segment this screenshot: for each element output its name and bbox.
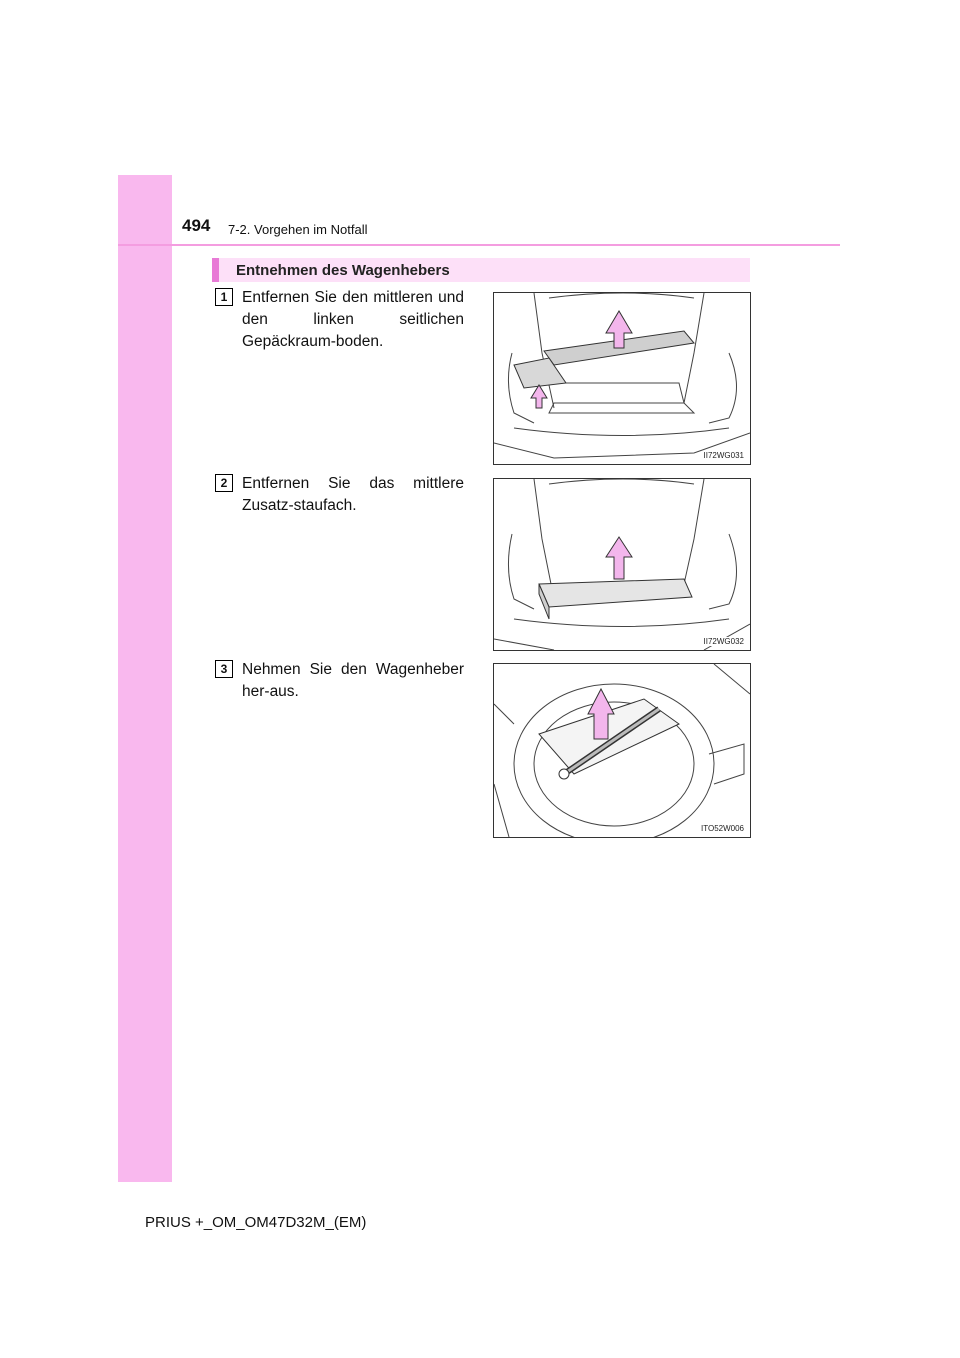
figure-3-code: ITO52W006 <box>701 824 744 833</box>
trunk-floor-illustration <box>494 293 750 464</box>
heading-bar <box>212 258 750 282</box>
step-3-badge: 3 <box>215 660 233 678</box>
step-2-badge: 2 <box>215 474 233 492</box>
step-2-text: Entfernen Sie das mittlere Zusatz-staufach. <box>242 475 464 514</box>
step-1-text: Entfernen Sie den mittleren und den linken seitlichen Gepäckraum-boden. <box>242 289 464 350</box>
header-rule <box>118 244 840 246</box>
figure-3 <box>493 663 751 838</box>
figure-2 <box>493 478 751 651</box>
side-band <box>118 175 172 1182</box>
heading-accent <box>212 258 219 282</box>
jack-illustration <box>494 664 750 837</box>
heading-title: Entnehmen des Wagenhebers <box>236 262 450 279</box>
step-1-badge: 1 <box>215 288 233 306</box>
step-3-text: Nehmen Sie den Wagenheber her-aus. <box>242 661 464 700</box>
figure-2-code: II72WG032 <box>703 637 744 646</box>
figure-1-code: II72WG031 <box>703 451 744 460</box>
figure-1 <box>493 292 751 465</box>
storage-box-illustration <box>494 479 750 650</box>
page-number: 494 <box>182 216 211 235</box>
footer-code: PRIUS +_OM_OM47D32M_(EM) <box>145 1214 367 1231</box>
section-title: 7-2. Vorgehen im Notfall <box>228 222 368 237</box>
